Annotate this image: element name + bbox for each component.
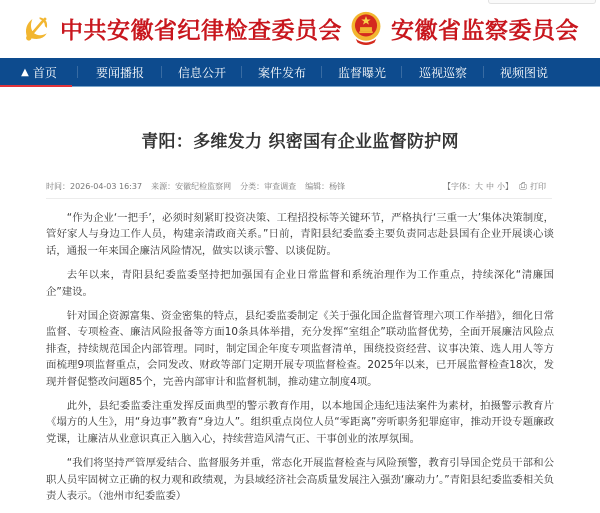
printer-icon: ⎙ xyxy=(519,180,527,192)
meta-divider xyxy=(46,198,552,199)
home-icon: ▲ xyxy=(21,66,29,78)
nav-item-home[interactable] xyxy=(0,58,78,86)
paragraph: “我们将坚持严管厚爱结合、监督服务并重，常态化开展监督检查与风险预警，教育引导国企党员干部和公职人员牢固树立正确的权力观和政绩观，为县域经济社会高质量发展注入强劲‘廉动力’。”青阳县纪委监委相关负责人表示。（池州市纪委监委） xyxy=(46,457,554,503)
supervision-org-name: 安徽省监察委员会 xyxy=(391,16,579,44)
print-label: 打印 xyxy=(530,181,546,191)
paragraph: “作为企业‘一把手’，必须时刻紧盯投资决策、工程招投标等关键环节，严格执行‘三重一大’集体决策制度，管好家人与身边工作人员，构建亲清政商关系。”日前，青阳县纪委监委主要负责同志赴县国有企业开展谈心谈话，通报一年来国企廉洁风险情况，做实以谈示警、以谈促防。 xyxy=(46,212,554,257)
font-size-control xyxy=(443,181,522,192)
article-source: 来源：安徽纪检监察网 xyxy=(151,181,232,191)
party-logo-link[interactable] xyxy=(18,10,342,46)
article-title: 青阳：多维发力 织密国有企业监督防护网 xyxy=(141,132,459,152)
main-nav xyxy=(0,58,600,86)
nav-item-exposure[interactable] xyxy=(322,58,402,86)
font-size-label-close: 】 xyxy=(505,181,513,191)
nav-active-indicator xyxy=(0,85,72,87)
nav-label: 监督曝光 xyxy=(337,65,386,80)
article-editor: 编辑：杨锋 xyxy=(305,181,346,191)
cdi-org-name: 中共安徽省纪律检查委员会 xyxy=(60,16,342,44)
nav-label: 信息公开 xyxy=(177,65,226,80)
nav-label: 首页 xyxy=(32,65,57,80)
font-size-small[interactable]: 小 xyxy=(497,181,505,191)
article-category: 分类：审查调查 xyxy=(240,181,297,191)
article-meta xyxy=(46,179,576,193)
paragraph: 去年以来，青阳县纪委监委坚持把加强国有企业日常监督和系统治理作为工作重点，持续深化“清廉国企”建设。 xyxy=(46,269,554,298)
font-size-large[interactable]: 大 xyxy=(475,181,483,191)
party-emblem-icon xyxy=(18,10,54,46)
paragraph: 此外，县纪委监委注重发挥反面典型的警示教育作用，以本地国企违纪违法案件为素材，拍摄警示教育片《塌方的人生》，用“身边事”教育“身边人”。组织重点岗位人员“零距离”旁听职务犯罪庭审，推动开设专题廉政党课，让廉洁从业意识真正入脑入心，持续营造风清气正、干事创业的浓厚氛围。 xyxy=(46,400,554,445)
nav-item-cases[interactable] xyxy=(242,58,322,86)
font-size-medium[interactable]: 中 xyxy=(486,181,494,191)
nav-label: 要闻播报 xyxy=(95,65,144,80)
supervision-logo-link[interactable] xyxy=(349,10,579,46)
nav-item-news[interactable] xyxy=(78,58,162,86)
nav-item-info-disclosure[interactable] xyxy=(162,58,242,86)
nav-item-inspection[interactable] xyxy=(402,58,484,86)
search-box-edge[interactable] xyxy=(488,0,596,4)
nav-label: 视频图说 xyxy=(499,65,548,80)
paragraph: 针对国企资源富集、资金密集的特点，县纪委监委制定《关于强化国企监督管理六项工作举措》，细化日常监督、专项检查、廉洁风险报备等方面10条具体举措，充分发挥“室组企”联动监督优势，全面开展廉洁风险点排查，持续规范国企内部管理。同时，制定国企年度专项监督清单，围绕投资经营、议事决策、选人用人等方面梳理9项监督重点，会同发改、财政等部门定期开展专项监督检查。2025年以来，已开展监督检查18次，发现并督促整改问题85个，完善内部审计和监督机制，推动建立制度4项。 xyxy=(46,310,554,388)
print-button[interactable] xyxy=(519,181,546,192)
nav-item-video[interactable] xyxy=(484,58,564,86)
nav-bottom-line xyxy=(0,86,600,87)
publish-time: 时间：2026-04-03 16:37 xyxy=(46,181,143,191)
site-header xyxy=(0,0,600,58)
font-size-label: 【字体： xyxy=(443,181,475,191)
nav-label: 巡视巡察 xyxy=(418,65,467,80)
article-body xyxy=(46,210,554,513)
nav-label: 案件发布 xyxy=(257,65,306,80)
national-emblem-icon xyxy=(349,10,383,46)
